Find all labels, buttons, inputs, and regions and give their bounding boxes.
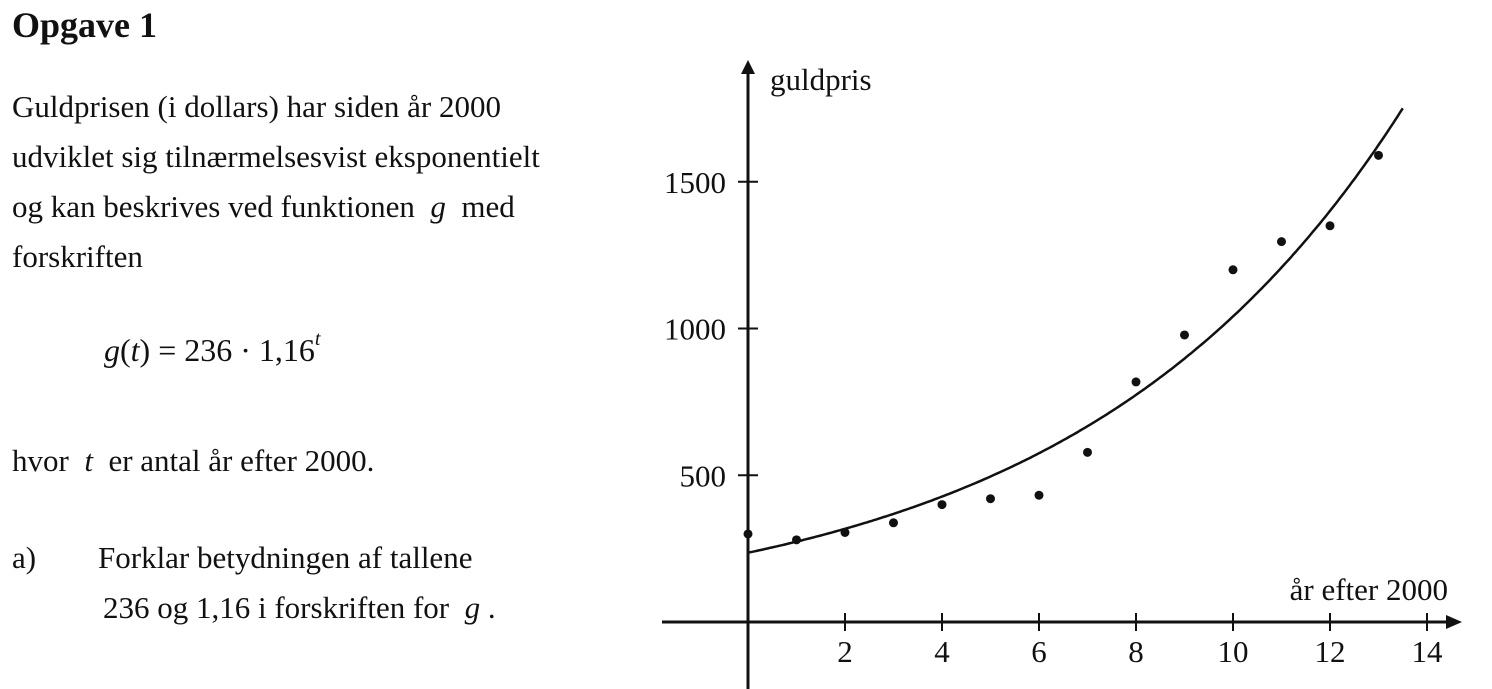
x-tick-label: 8 xyxy=(1128,634,1144,669)
y-tick-label: 500 xyxy=(679,458,726,494)
y-ticks xyxy=(664,165,758,494)
data-point xyxy=(744,529,753,538)
intro-line-4: forskriften xyxy=(12,239,143,274)
data-point xyxy=(1229,265,1238,274)
question-label: a) xyxy=(12,540,37,575)
x-axis-arrow xyxy=(1446,615,1462,629)
question-line-1: Forklar betydningen af tallene xyxy=(98,540,473,575)
formula: $g(t) = 236 \cdot 1,16^t$ xyxy=(104,328,321,368)
data-point xyxy=(1277,237,1286,246)
data-point xyxy=(1374,151,1383,160)
data-points xyxy=(744,151,1384,544)
task-heading: Opgave 1 xyxy=(12,5,158,45)
intro-line-1: Guldprisen (i dollars) har siden år 2000 xyxy=(12,89,501,124)
data-point xyxy=(938,500,947,509)
question-line-2: 236 og 1,16 i forskriften for g . xyxy=(103,590,496,625)
y-axis xyxy=(664,60,872,689)
x-tick-label: 14 xyxy=(1411,634,1443,669)
function-variable: g xyxy=(430,189,446,224)
data-point xyxy=(1132,377,1141,386)
y-axis-label: guldpris xyxy=(770,62,872,97)
data-point xyxy=(1326,221,1335,230)
data-point xyxy=(841,528,850,537)
variable-explanation: hvor t er antal år efter 2000. xyxy=(12,443,375,478)
intro-line-2: udviklet sig tilnærmelsesvist eksponentielt xyxy=(12,139,540,174)
x-axis xyxy=(662,572,1462,669)
time-variable: t xyxy=(84,443,93,478)
x-axis-label: år efter 2000 xyxy=(1289,572,1448,607)
data-point xyxy=(1035,491,1044,500)
data-point xyxy=(792,535,801,544)
data-point xyxy=(1083,448,1092,457)
data-point xyxy=(1180,330,1189,339)
model-curve xyxy=(748,108,1403,552)
intro-line-3: og kan beskrives ved funktionen g med xyxy=(12,189,515,224)
y-tick-label: 1000 xyxy=(664,311,726,347)
data-point xyxy=(986,494,995,503)
x-tick-label: 10 xyxy=(1217,634,1249,669)
x-tick-label: 2 xyxy=(837,634,853,669)
y-axis-arrow xyxy=(741,60,755,74)
y-tick-label: 1500 xyxy=(664,164,726,200)
data-point xyxy=(889,518,898,527)
x-tick-label: 6 xyxy=(1031,634,1047,669)
x-tick-label: 12 xyxy=(1314,634,1346,669)
x-tick-label: 4 xyxy=(934,634,950,669)
